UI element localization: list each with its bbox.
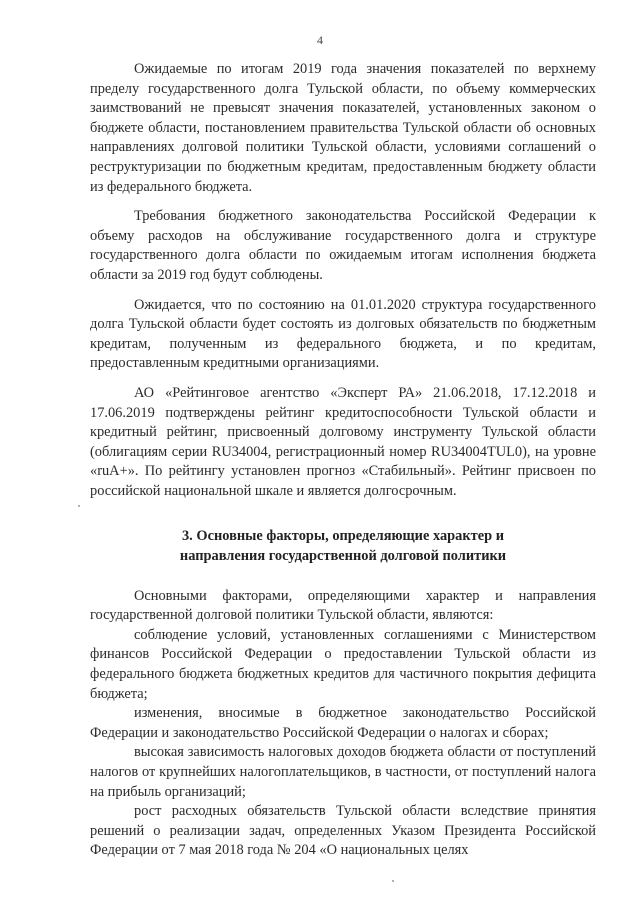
paragraph-factor-tax-dependency: высокая зависимость налоговых доходов бюджета области от поступлений налогов от крупнейших налогоплательщиков, в частности, от поступлений налога на прибыль организаций; — [90, 744, 596, 800]
paragraph-factor-agreements: соблюдение условий, установленных соглашениями с Министерством финансов Российской Федерации о предоставлении Тульской области из федерального бюджета бюджетных кредитов для частичного покрытия дефицита бюджета; — [90, 626, 596, 702]
section-heading-line-2: направления государственной долговой политики — [179, 548, 507, 565]
document-body — [90, 60, 596, 861]
paragraph-factors-intro: Основными факторами, определяющими характер и направления государственной долговой политики Тульской области, являются: — [90, 587, 596, 624]
paragraph-factor-expenditure-growth: рост расходных обязательств Тульской области вследствие принятия решений о реализации задач, определенных Указом Президента Российской Федерации от 7 мая 2018 года № 204 «О национальных целях — [90, 803, 596, 859]
paragraph-budget-requirements: Требования бюджетного законодательства Российской Федерации к объему расходов на обслуживание государственного долга и структуре государственного долга области по ожидаемым итогам исполнения бюджета области за 2019 год будут соблюдены. — [90, 208, 596, 283]
paragraph-factor-legislation: изменения, вносимые в бюджетное законодательство Российской Федерации и законодательство Российской Федерации о налогах и сборах; — [90, 705, 596, 741]
scan-speck — [78, 505, 80, 507]
paragraph-debt-structure: Ожидается, что по состоянию на 01.01.2020 структура государственного долга Тульской области будет состоять из долговых обязательств по бюджетным кредитам, полученным из федерального бюджета, и по кредитам, предоставленным кредитными организациями. — [90, 296, 596, 372]
section-heading-line-1: 3. Основные факторы, определяющие характер и — [181, 528, 504, 545]
scan-speck — [392, 880, 394, 882]
paragraph-credit-rating: АО «Рейтинговое агентство «Эксперт РА» 21.06.2018, 17.12.2018 и 17.06.2019 подтверждены рейтинг кредитоспособности Тульской области и кредитный рейтинг, присвоенный долговому инструменту Тульской области (облигациям серии RU34004, регистрационный номер RU34004TUL0), на уровне «ruA+». По рейтингу установлен прогноз «Стабильный». Рейтинг присвоен по российской национальной шкале и является долгосрочным. — [90, 384, 596, 499]
section-heading — [90, 527, 596, 566]
paragraph-debt-limits: Ожидаемые по итогам 2019 года значения показателей по верхнему пределу государственного долга Тульской области, по объему коммерческих заимствований не превысят значения показателей, установленных законом о бюджете области, постановлением правительства Тульской области об основных направлениях долговой политики Тульской области, условиями соглашений о реструктуризации по бюджетным кредитам, предоставленным бюджету области из федерального бюджета. — [90, 61, 596, 195]
page-number: 4 — [317, 33, 323, 47]
